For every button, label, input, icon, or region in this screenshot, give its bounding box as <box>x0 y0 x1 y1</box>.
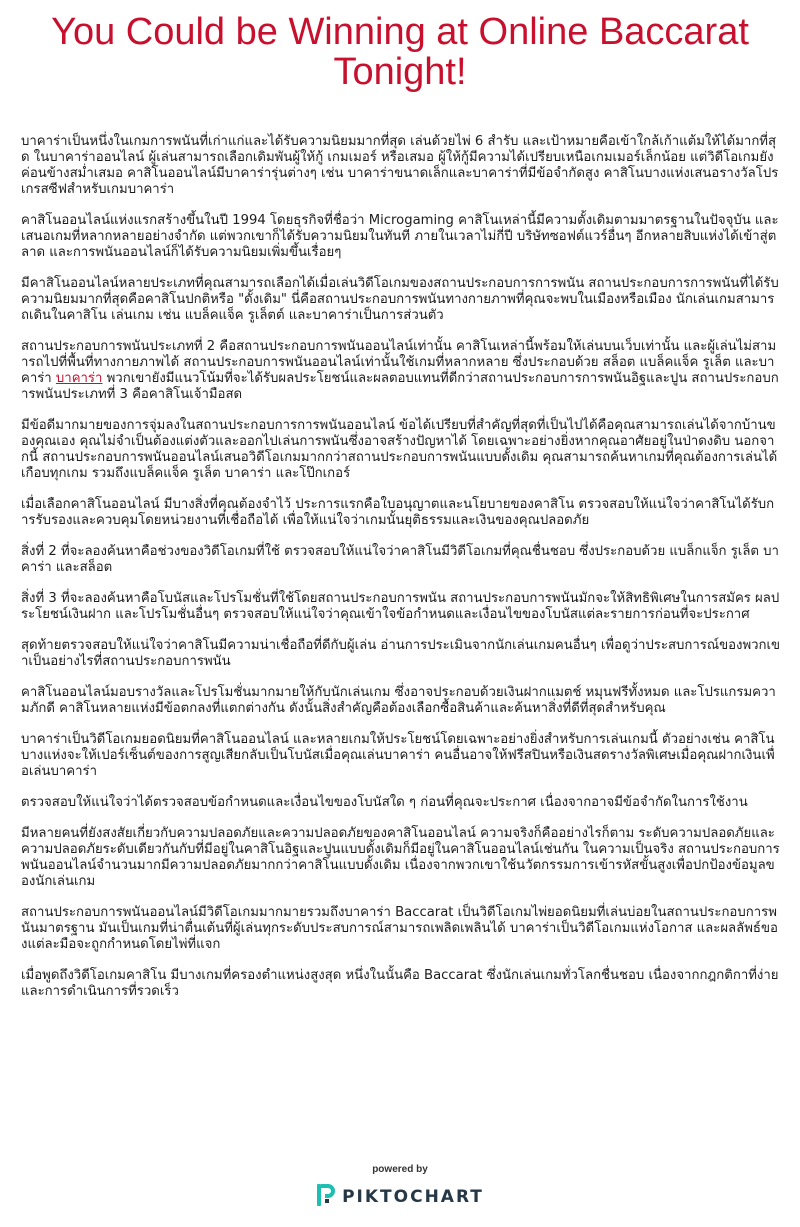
paragraph-7: สิ่งที่ 2 ที่จะลองค้นหาคือช่วงของวิดีโอเกมที่ใช้ ตรวจสอบให้แน่ใจว่าคาสิโนมีวิดีโอเกมที่คุณชื่นชอบ ซึ่งประกอบด้วย แบล็กแจ็ก รูเล็ต บาคาร่า และสล็อต <box>21 544 779 575</box>
paragraph-4-after: พวกเขายังมีแนวโน้มที่จะได้รับผลประโยชน์และผลตอบแทนที่ดีกว่าสถานประกอบการการพนันอิฐและปูน สถานประกอบการพนันประเภทที่ 3 คือคาสิโนเจ้ามือสด <box>21 371 779 402</box>
paragraph-14: สถานประกอบการพนันออนไลน์มีวิดีโอเกมมากมายรวมถึงบาคาร่า Baccarat เป็นวิดีโอเกมไพ่ยอดนิยมที่เล่นบ่อยในสถานประกอบการพนันมาตรฐาน มันเป็นเกมที่น่าตื่นเต้นที่ผู้เล่นทุกระดับประสบการณ์สามารถเพลิดเพลินได้ บาคาร่าเป็นวิดีโอเกมแห่งโอกาส และผลลัพธ์ของแต่ละมือจะถูกกำหนดโดยไพ่ที่แจก <box>21 905 778 952</box>
baccarat-link[interactable]: บาคาร่า <box>55 371 103 386</box>
footer <box>0 1163 800 1211</box>
paragraph-4-before: สถานประกอบการพนันประเภทที่ 2 คือสถานประกอบการพนันออนไลน์เท่านั้น คาสิโนเหล่านี้พร้อมให้เล่นบนเว็บเท่านั้น และผู้เล่นไม่สามารถไปที่พื้นที่ทางกายภาพได้ สถานประกอบการพนันออนไลน์เท่านั้นใช้เกมที่หลากหลาย ซึ่งประกอบด้วย สล็อต แบล็คแจ็ค รูเล็ต และบาคาร่า <box>21 339 777 386</box>
paragraph-3: มีคาสิโนออนไลน์หลายประเภทที่คุณสามารถเลือกได้เมื่อเล่นวิดีโอเกมของสถานประกอบการการพนัน สถานประกอบการการพนันที่ได้รับความนิยมมากที่สุดคือคาสิโนปกติหรือ "ดั้งเดิม" นี่คือสถานประกอบการพนันทางกายภาพที่คุณจะพบในเมืองหรือเมือง นักเล่นเกมสามารถเดินในคาสิโน เล่นเกม เช่น แบล็คแจ็ค รูเล็ตต์ และบาคาร่าเป็นการส่วนตัว <box>21 276 779 323</box>
paragraph-13: มีหลายคนที่ยังสงสัยเกี่ยวกับความปลอดภัยและความปลอดภัยของคาสิโนออนไลน์ ความจริงก็คืออย่างไรก็ตาม ระดับความปลอดภัยและความปลอดภัยระดับเดียวกันกับที่มีอยู่ในคาสิโนอิฐและปูนแบบดั้งเดิมก็มีอยู่ในคาสิโนออนไลน์เช่นกัน ในความเป็นจริง สถานประกอบการพนันออนไลน์จำนวนมากมีความปลอดภัยมากกว่าคาสิโนแบบดั้งเดิม เนื่องจากพวกเขาใช้นวัตกรรมการเข้ารหัสขั้นสูงเพื่อปกป้องข้อมูลของนักเล่นเกม <box>21 826 780 889</box>
paragraph-4 <box>21 339 781 403</box>
paragraph-5: มีข้อดีมากมายของการจุ่มลงในสถานประกอบการการพนันออนไลน์ ข้อได้เปรียบที่สำคัญที่สุดที่เป็นไปได้คือคุณสามารถเล่นได้จากบ้านของคุณเอง คุณไม่จำเป็นต้องแต่งตัวและออกไปเล่นการพนันซึ่งอาจสร้างปัญหาได้ โดยเฉพาะอย่างยิ่งหากคุณอาศัยอยู่ในป่าดงดิบ นอกจากนี้ สถานประกอบการพนันออนไลน์เสนอวิดีโอเกมมากกว่าสถานประกอบการพนันแบบดั้งเดิม คุณสามารถค้นหาเกมที่คุณต้องการเล่นได้เกือบทุกเกม รวมถึงแบล็คแจ็ค รูเล็ต บาคาร่า และโป๊กเกอร์ <box>21 418 778 481</box>
paragraph-8: สิ่งที่ 3 ที่จะลองค้นหาคือโบนัสและโปรโมชั่นที่ใช้โดยสถานประกอบการพนัน สถานประกอบการพนันมักจะให้สิทธิพิเศษในการสมัคร ผลประโยชน์เงินฝาก และโปรโมชั่นอื่นๆ ตรวจสอบให้แน่ใจว่าคุณเข้าใจข้อกำหนดและเงื่อนไขของโบนัสแต่ละรายการก่อนที่จะประกาศ <box>21 591 780 622</box>
page-title: You Could be Winning at Online Baccarat Tonight! <box>51 11 749 93</box>
paragraph-9: สุดท้ายตรวจสอบให้แน่ใจว่าคาสิโนมีความน่าเชื่อถือที่ดีกับผู้เล่น อ่านการประเมินจากนักเล่นเกมคนอื่นๆ เพื่อดูว่าประสบการณ์ของพวกเขาเป็นอย่างไรที่สถานประกอบการพนัน <box>21 638 781 669</box>
article-body <box>21 134 781 1015</box>
paragraph-15: เมื่อพูดถึงวิดีโอเกมคาสิโน มีบางเกมที่ครองตำแหน่งสูงสุด หนึ่งในนั้นคือ Baccarat ซึ่งนักเล่นเกมทั่วโลกชื่นชอบ เนื่องจากกฎกติกาที่ง่ายและการดำเนินการที่รวดเร็ว <box>21 968 779 999</box>
paragraph-1: บาคาร่าเป็นหนึ่งในเกมการพนันที่เก่าแก่และได้รับความนิยมมากที่สุด เล่นด้วยไพ่ 6 สำรับ และเป้าหมายคือเข้าใกล้เก้าแต้มให้ได้มากที่สุด ในบาคาร่าออนไลน์ ผู้เล่นสามารถเลือกเดิมพันผู้ให้กู้ เกมเมอร์ หรือเสมอ ผู้ให้กู้มีความได้เปรียบเหนือเกมเมอร์เล็กน้อย แต่วิดีโอเกมยังค่อนข้างสม่ำเสมอ คาสิโนออนไลน์มีบาคาร่ารุ่นต่างๆ เช่น บาคาร่าขนาดเล็กและบาคาร่าที่มีข้อจำกัดสูง คาสิโนบางแห่งเสนอรางวัลโปรเกรสซีฟสำหรับเกมบาคาร่า <box>21 134 779 197</box>
piktochart-brand-link[interactable] <box>316 1183 484 1211</box>
paragraph-6: เมื่อเลือกคาสิโนออนไลน์ มีบางสิ่งที่คุณต้องจำไว้ ประการแรกคือใบอนุญาตและนโยบายของคาสิโน ตรวจสอบให้แน่ใจว่าคาสิโนได้รับการรับรองและควบคุมโดยหน่วยงานที่เชื่อถือได้ เพื่อให้แน่ใจว่าเกมนั้นยุติธรรมและเงินของคุณปลอดภัย <box>21 497 775 528</box>
paragraph-11: บาคาร่าเป็นวิดีโอเกมยอดนิยมที่คาสิโนออนไลน์ และหลายเกมให้ประโยชน์โดยเฉพาะอย่างยิ่งสำหรับการเล่นเกมนี้ ตัวอย่างเช่น คาสิโนบางแห่งจะให้เปอร์เซ็นต์ของการสูญเสียกลับเป็นโบนัสเมื่อคุณเล่นบาคาร่า คนอื่นอาจให้ฟรีสปินหรือเงินสดรางวัลพิเศษเมื่อคุณฝากเงินเพื่อเล่นบาคาร่า <box>21 732 775 779</box>
brand-name: PIKTOCHART <box>342 1187 484 1207</box>
piktochart-logo-icon <box>316 1183 336 1211</box>
paragraph-12: ตรวจสอบให้แน่ใจว่าได้ตรวจสอบข้อกำหนดและเงื่อนไขของโบนัสใด ๆ ก่อนที่คุณจะประกาศ เนื่องจากอาจมีข้อจำกัดในการใช้งาน <box>21 795 748 810</box>
paragraph-2: คาสิโนออนไลน์แห่งแรกสร้างขึ้นในปี 1994 โดยธุรกิจที่ชื่อว่า Microgaming คาสิโนเหล่านี้มีความตั้งเดิมตามมาตรฐานในปัจจุบัน และเสนอเกมที่หลากหลายอย่างจำกัด แต่พวกเขาก็ได้รับความนิยมในทันที ภายในเวลาไม่กี่ปี บริษัทซอฟต์แวร์อื่นๆ อีกหลายสิบแห่งได้เข้าสู่ตลาด และการพนันออนไลน์ก็ได้รับความนิยมเพิ่มขึ้นเรื่อยๆ <box>21 213 779 260</box>
powered-by-label: powered by <box>372 1164 428 1175</box>
paragraph-10: คาสิโนออนไลน์มอบรางวัลและโปรโมชั่นมากมายให้กับนักเล่นเกม ซึ่งอาจประกอบด้วยเงินฝากแมตช์ หมุนฟรีทั้งหมด และโปรแกรมความภักดี คาสิโนหลายแห่งมีข้อตกลงที่แตกต่างกัน ดังนั้นสิ่งสำคัญคือต้องเลือกซื้อสินค้าและค้นหาสิ่งที่ดีที่สุดสำหรับคุณ <box>21 685 776 716</box>
